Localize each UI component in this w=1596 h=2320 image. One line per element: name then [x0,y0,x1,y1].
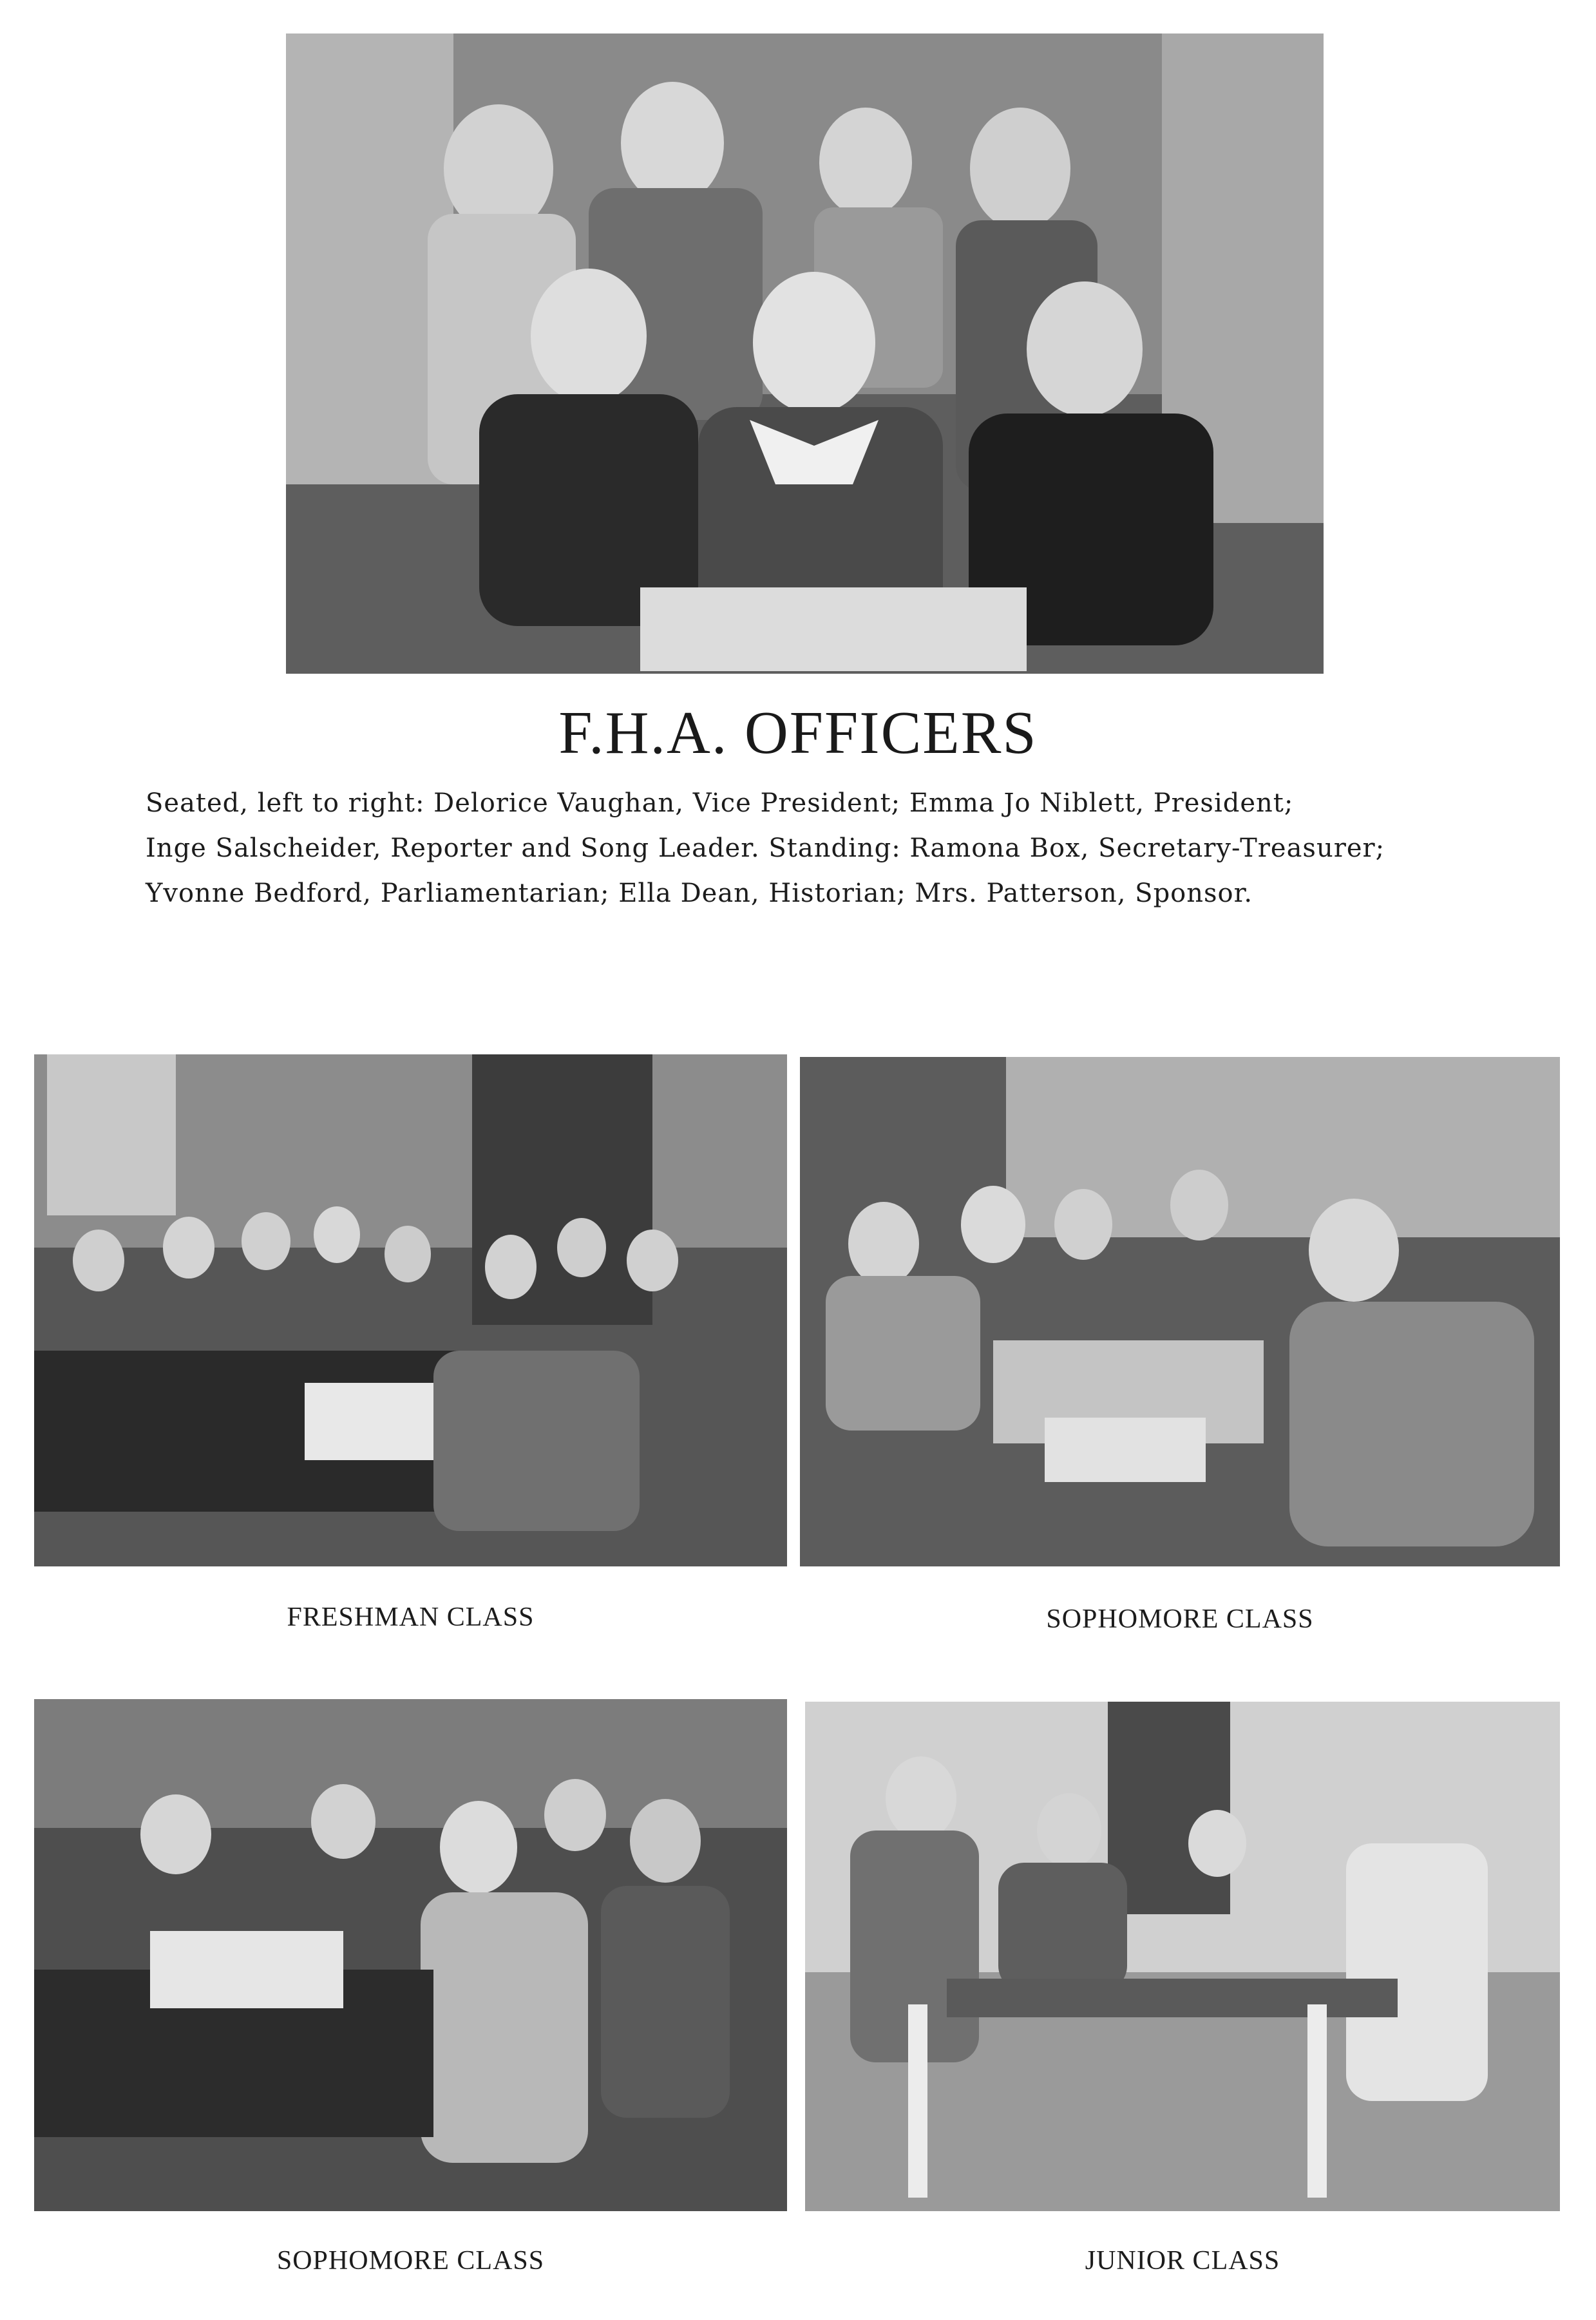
sophomore-class-photo [800,1057,1560,1566]
officers-caption [146,781,1485,916]
sophomore-class-label: SOPHOMORE CLASS [1046,1604,1314,1634]
junior-class-photo [805,1702,1560,2211]
freshman-class-label: FRESHMAN CLASS [287,1602,535,1632]
sophomore-class-photo-2 [34,1699,787,2211]
freshman-class-photo [34,1054,787,1566]
caption-line: Inge Salscheider, Reporter and Song Leader. Standing: Ramona Box, Secretary-Treasurer; [146,833,1385,863]
sophomore-class-label-2: SOPHOMORE CLASS [276,2246,545,2276]
officers-photo [286,33,1324,674]
caption-line: Yvonne Bedford, Parliamentarian; Ella Dean, Historian; Mrs. Patterson, Sponsor. [146,879,1253,908]
caption-line: Seated, left to right: Delorice Vaughan, Vice President; Emma Jo Niblett, President; [146,788,1294,818]
page-title: F.H.A. OFFICERS [558,699,1038,766]
junior-class-label: JUNIOR CLASS [1085,2246,1280,2276]
